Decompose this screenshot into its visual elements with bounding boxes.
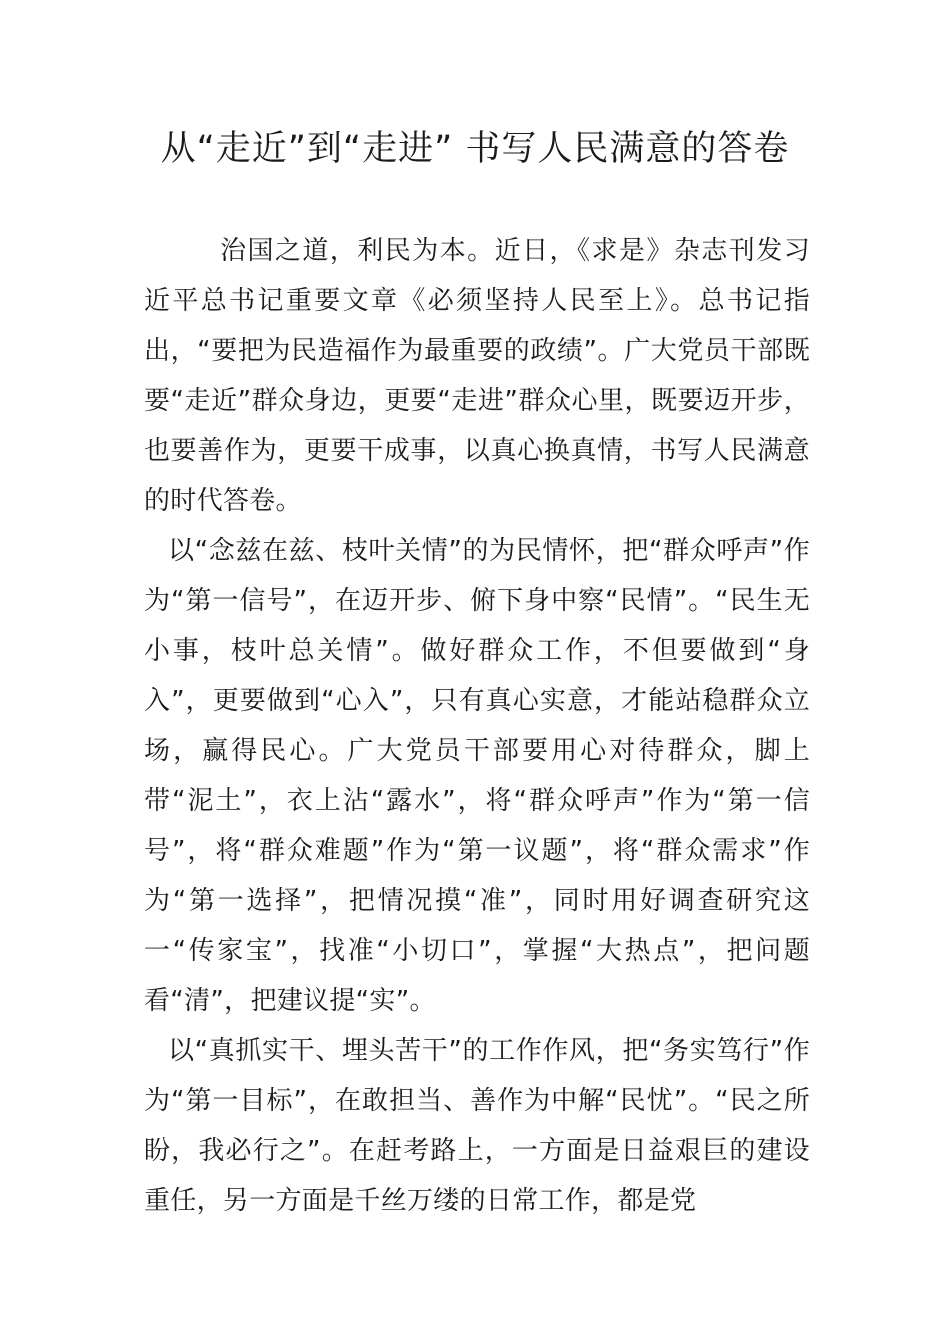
document-title: 从“走近”到“走进” 书写人民满意的答卷 bbox=[160, 129, 790, 169]
document-body bbox=[144, 226, 810, 1226]
paragraph-people-voice: 以“念兹在兹、枝叶关情”的为民情怀，把“群众呼声”作为“第一信号”，在迈开步、俯下身中察“民情”。“民生无小事，枝叶总关情”。做好群众工作，不但要做到“身入”，更要做到“心入”，只有真心实意，才能站稳群众立场，赢得民心。广大党员干部要用心对待群众，脚上带“泥土”，衣上沾“露水”，将“群众呼声”作为“第一信号”，将“群众难题”作为“第一议题”，将“群众需求”作为“第一选择”，把情况摸“准”，同时用好调查研究这一“传家宝”，找准“小切口”，掌握“大热点”，把问题看“清”，把建议提“实”。 bbox=[144, 536, 810, 1016]
paragraph-intro: 治国之道，利民为本。近日，《求是》杂志刊发习近平总书记重要文章《必须坚持人民至上》。总书记指出，“要把为民造福作为最重要的政绩”。广大党员干部既要“走近”群众身边，更要“走进”群众心里，既要迈开步，也要善作为，更要干成事，以真心换真情，书写人民满意的时代答卷。 bbox=[144, 236, 810, 516]
paragraph-work-style: 以“真抓实干、埋头苦干”的工作作风，把“务实笃行”作为“第一目标”，在敢担当、善作为中解“民忧”。“民之所盼，我必行之”。在赶考路上，一方面是日益艰巨的建设重任，另一方面是千丝万缕的日常工作，都是党 bbox=[144, 1036, 810, 1216]
